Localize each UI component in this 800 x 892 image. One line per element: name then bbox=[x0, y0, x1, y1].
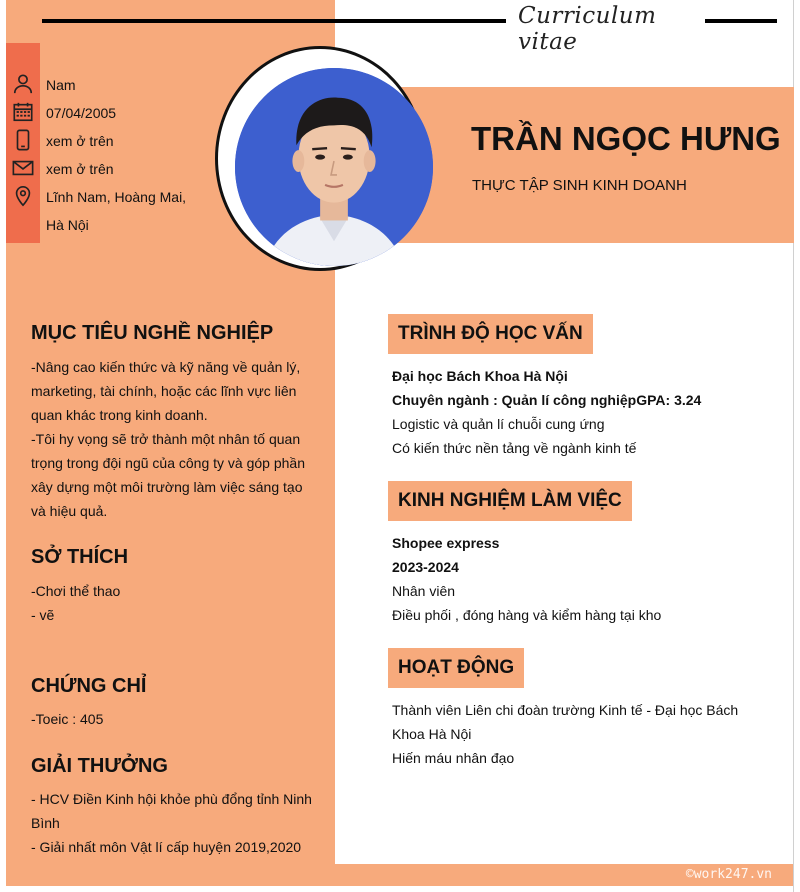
text-line: và hiệu quả. bbox=[31, 503, 108, 519]
education-heading: TRÌNH ĐỘ HỌC VẤN bbox=[388, 314, 593, 354]
education-major: Chuyên ngành : Quản lí công nghiệpGPA: 3.24 bbox=[392, 392, 702, 408]
experience-description: Điều phối , đóng hàng và kiểm hàng tại kho bbox=[392, 607, 662, 623]
experience-company: Shopee express bbox=[392, 535, 500, 551]
experience-period: 2023-2024 bbox=[392, 559, 459, 575]
certificates-list bbox=[31, 707, 307, 731]
header-rule-right bbox=[705, 19, 777, 23]
experience-content bbox=[392, 531, 752, 627]
activity-line: Thành viên Liên chi đoàn trường Kinh tế - Đại học Bách bbox=[392, 702, 739, 718]
contact-address-line2: Hà Nội bbox=[46, 217, 89, 233]
activities-heading: HOẠT ĐỘNG bbox=[388, 648, 524, 688]
text-line: marketing, tài chính, hoặc các lĩnh vực liên bbox=[31, 383, 297, 399]
activity-line: Khoa Hà Nội bbox=[392, 726, 472, 742]
text-line: xây dựng một môi trường làm việc sáng tạo bbox=[31, 479, 303, 495]
candidate-job-title: THỰC TẬP SINH KINH DOANH bbox=[472, 177, 687, 194]
education-detail: Logistic và quản lí chuỗi cung ứng bbox=[392, 416, 605, 432]
education-school: Đại học Bách Khoa Hà Nội bbox=[392, 368, 568, 384]
career-objective-heading: MỤC TIÊU NGHỀ NGHIỆP bbox=[31, 322, 274, 344]
phone-icon bbox=[12, 129, 34, 151]
activities-content bbox=[392, 698, 752, 770]
experience-heading: KINH NGHIỆM LÀM VIỆC bbox=[388, 481, 632, 521]
calendar-icon bbox=[12, 101, 34, 123]
award-line: - HCV Điền Kinh hội khỏe phù đổng tỉnh Ninh bbox=[31, 791, 312, 807]
cv-label: Curriculum vitae bbox=[518, 3, 657, 55]
education-content bbox=[392, 364, 752, 460]
mail-icon bbox=[12, 157, 34, 179]
hobbies-heading: SỞ THÍCH bbox=[31, 546, 129, 568]
hobby-item: - vẽ bbox=[31, 607, 55, 623]
contact-birthdate: 07/04/2005 bbox=[46, 105, 117, 121]
person-icon bbox=[12, 73, 34, 95]
award-line: - Giải nhất môn Vật lí cấp huyện 2019,2020 bbox=[31, 839, 302, 855]
text-line: trọng trong đội ngũ của công ty và góp phần bbox=[31, 455, 305, 471]
header-rule-left bbox=[42, 19, 506, 23]
awards-list bbox=[31, 787, 312, 859]
profile-photo bbox=[235, 68, 433, 266]
location-pin-icon bbox=[12, 185, 34, 207]
bottom-accent-band bbox=[6, 864, 794, 886]
certificates-heading: CHỨNG CHỈ bbox=[31, 675, 147, 697]
watermark: ©work247.vn bbox=[685, 867, 772, 882]
page-edge bbox=[793, 0, 800, 892]
hobbies-list bbox=[31, 579, 307, 627]
education-detail: Có kiến thức nền tảng về ngành kinh tế bbox=[392, 440, 637, 456]
contact-address-line1: Lĩnh Nam, Hoàng Mai, bbox=[46, 189, 187, 205]
activity-line: Hiến máu nhân đạo bbox=[392, 750, 515, 766]
contact-phone: xem ở trên bbox=[46, 133, 114, 149]
award-line: Bình bbox=[31, 815, 60, 831]
text-line: quan khác trong kinh doanh. bbox=[31, 407, 208, 423]
career-objective-text bbox=[31, 355, 307, 523]
text-line: -Nâng cao kiến thức và kỹ năng về quản lý, bbox=[31, 359, 301, 375]
candidate-name: TRẦN NGỌC HƯNG bbox=[471, 120, 781, 157]
experience-role: Nhân viên bbox=[392, 583, 456, 599]
certificate-item: -Toeic : 405 bbox=[31, 711, 104, 727]
awards-heading: GIẢI THƯỞNG bbox=[31, 755, 168, 777]
contact-email: xem ở trên bbox=[46, 161, 114, 177]
name-banner bbox=[390, 87, 794, 243]
text-line: -Tôi hy vọng sẽ trở thành một nhân tố quan bbox=[31, 431, 301, 447]
contact-gender: Nam bbox=[46, 77, 76, 93]
hobby-item: -Chơi thể thao bbox=[31, 583, 121, 599]
